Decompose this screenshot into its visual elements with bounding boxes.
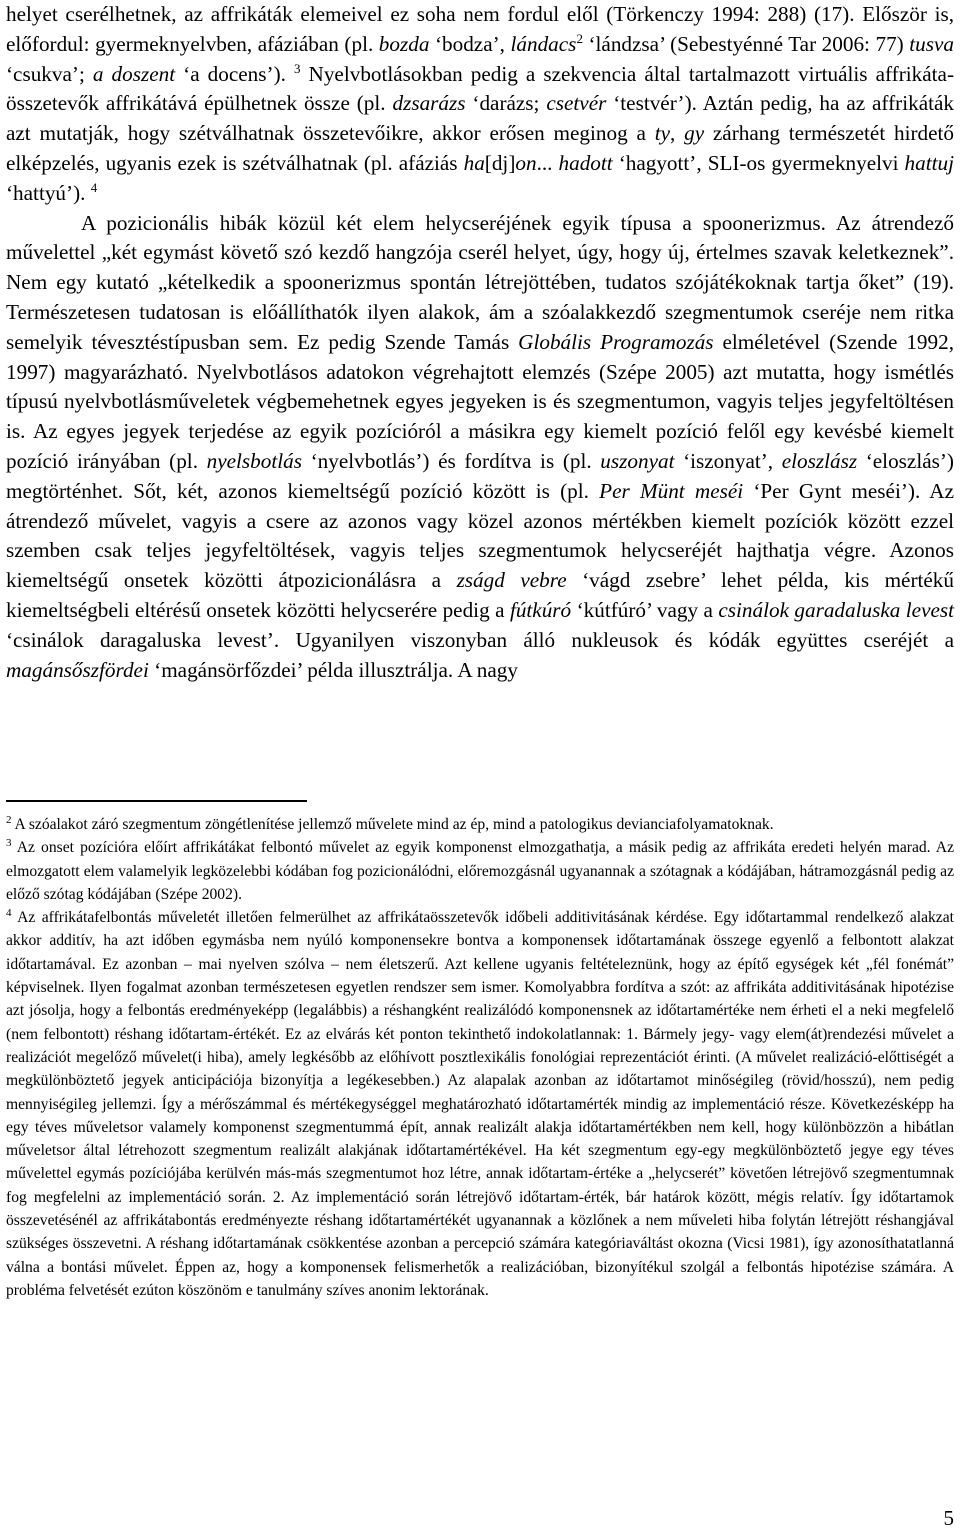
text-run: ‘hattyú’). bbox=[6, 180, 91, 205]
footnote-separator bbox=[6, 800, 307, 802]
footnote-3-text: Az onset pozícióra előírt affrikátákat felbontó művelet az egyik komponenst elmozgathatja, a másik pedig az affrikáta eredeti helyén marad. Az elmozgatott elem valamelyik legközelebbi kódában fog pozicionálódni, előremozgásnál ugyanannak a szótagnak a kódájában, hátramozgásnál pedig az előző szótag kódájában (Szépe 2002). bbox=[6, 839, 954, 903]
main-text bbox=[6, 0, 954, 685]
footnote-4-text: Az affrikátafelbontás műveletét illetően felmerülhet az affrikátaösszetevők időbeli additivitásának kérdése. Egy időtartammal rendelkező alakzat akkor additív, ha azt időben egymásba nem nyúló komponensekre bontva a komponensek időtartamának összege egyenlő a felbontott alakzat időtartamával. Ez azonban – mai nyelven szólva – nem életszerű. Azt kellene ugyanis feltételeznünk, hogy az építő egységek két „fél fonémát” képviselnek. Ilyen fogalmat azonban természetesen egyetlen rendszer sem ismer. Komolyabbra fordítva a szót: az affrikáta additivitásának hipotézise azt jósolja, hogy a felbontás eredményeképp (legalábbis) a réshangként realizálódó komponensnek az időtartamértéke nem érheti el a neki megfelelő (nem felbontott) réshang időtartam-értékét. Ez az elvárás két ponton tekinthető indokolatlannak: 1. Bármely jegy- vagy elem(át)rendezési művelet a realizációt megelőző művelet(i hiba), amely legkésőbb az előhívott posztlexikális fonológiai reprezentációt érinti. (A művelet realizáció-előttiségét a megkülönböztető jegyek anticipációja bizonyítja a legékesebben.) Az alapalak azonban az időtartamot minőségileg (rövid/hosszú), nem pedig mennyiségileg jellemzi. Így a mérőszámmal és mértékegységgel meghatározható időtartamérték mindig az implementáció része. Következésképp ha egy téves műveletsor valamely komponenst szegmentummá épít, annak realizált alakja időtartamértékben nem kell, hogy különbözzön a hibátlan műveletsor által létrehozott szegmentum realizált alakjának időtartamértékével. Ha két szegmentum egy-egy megkülönböztető jegye egy téves művelettel egymás pozíciójába kerülvén más-más szegmentumot hoz létre, annak időtartam-értéke a „helycserét” követően létrejövő szegmentumnak fog megfelelni az implementáció során. 2. Az implementáció során létrejövő időtartam-érték, bár határok között, mégis relatív. Így időtartamok összevetésénél az affrikátabontás eredményezte réshang időtartamértékét ugyanannak a közlőnek a nem műveleti hiba folytán létrejött réshangjával szükséges összevetni. A réshang időtartamának csökkentése azonban a percepció számára kategóriaváltást okozna (Vicsi 1981), így azonosíthatatlanná válna a bontási művelet. Éppen az, hogy a komponensek felismerhetők a realizációban, bizonyítékul szolgál a felbontás hipotézise számára. A probléma felvetését ezúton köszönöm e tanulmány szíves anonim lektorának. bbox=[6, 909, 954, 1299]
text-run: ‘a docens’). bbox=[175, 61, 294, 86]
italic-example: hattuj bbox=[904, 150, 954, 175]
footnote-4 bbox=[6, 906, 954, 1302]
paragraph-continued bbox=[6, 0, 954, 209]
text-run: ‘darázs; bbox=[465, 91, 547, 116]
italic-example: gy bbox=[684, 121, 705, 146]
text-run: ‘kútfúró’ vagy a bbox=[571, 597, 719, 622]
footnote-ref: 2 bbox=[576, 30, 583, 46]
footnote-2-number: 2 bbox=[6, 813, 12, 826]
italic-example: uszonyat bbox=[600, 448, 675, 473]
text-run: ‘Per Gynt meséi’). Az átrendező művelet, vagyis a csere az azonos vagy közel azonos mértékben kiemelt pozíciók között ezzel szemben csak teljes jegyfeltöltések, vagyis teljes szegmentumok helycseréjét hajthatja végre. Azonos kiemeltségű onsetek közötti átpozicionálásra a bbox=[6, 478, 954, 593]
text-run: elméletével (Szende 1992, 1997) magyarázható. Nyelvbotlásos adatokon végrehajtott elemzés (Szépe 2005) azt mutatta, hogy ismétlés típusú nyelvbotlásműveletek végbemehetnek egyes jegyeken is és szegmentumon, vagyis teljes jegyfeltöltésen is. Az egyes jegyek terjedése az egyik pozícióról a másikra egy kiemelt pozíció felől egy kevésbé kiemelt pozíció irányában (pl. bbox=[6, 329, 954, 473]
italic-example: csetvér bbox=[546, 91, 607, 116]
italic-example: fútkúró bbox=[509, 597, 572, 622]
text-run: ‘eloszlás’) megtörténhet. Sőt, két, azonos kiemeltségű pozíció között is (pl. bbox=[6, 448, 954, 503]
italic-example: csinálok garadaluska levest bbox=[718, 597, 955, 622]
text-run: ‘iszonyat’, bbox=[674, 448, 782, 473]
italic-example: a doszent bbox=[92, 61, 176, 86]
text-run: ‘nyelvbotlás’) és fordítva is (pl. bbox=[301, 448, 601, 473]
footnote-3 bbox=[6, 836, 954, 906]
footnote-2 bbox=[6, 813, 954, 836]
footnote-4-number: 4 bbox=[6, 907, 12, 919]
italic-example: hadott bbox=[558, 150, 613, 175]
footnotes bbox=[6, 813, 954, 1302]
italic-example: tusva bbox=[909, 31, 955, 56]
italic-example: magánsőszfördei bbox=[6, 657, 149, 682]
italic-example: Globális Programozás bbox=[518, 329, 714, 354]
page-number: 5 bbox=[943, 1506, 954, 1530]
italic-example: ha bbox=[463, 150, 485, 175]
footnote-ref: 4 bbox=[90, 179, 98, 195]
text-run: [dj] bbox=[484, 150, 516, 175]
italic-example: Per Münt meséi bbox=[599, 478, 744, 503]
text-run: helyet cserélhetnek, az affrikáták elemeivel ez soha nem fordul elől (Törkenczy 1994: 288) (17). Először is, előfordul: gyermeknyelvben, afáziában (pl. bbox=[6, 2, 954, 56]
italic-example: on bbox=[515, 150, 537, 175]
footnote-3-number: 3 bbox=[6, 837, 12, 850]
text-run: Nyelvbotlásokban pedig a szekvencia által tartalmazott virtuális affrikáta-összetevők affrikátává épülhetnek össze (pl. bbox=[6, 61, 954, 116]
footnote-ref: 3 bbox=[293, 60, 301, 76]
text-run: ‘vágd zsebre’ lehet példa, kis mértékű kiemeltségbeli eltérésű onsetek közötti helycserére pedig a bbox=[6, 568, 954, 622]
text-run: ‘hagyott’, SLI-os gyermeknyelvi bbox=[612, 150, 905, 175]
italic-example: ty bbox=[654, 121, 670, 146]
italic-example: lándacs bbox=[510, 31, 577, 56]
text-run: A pozicionális hibák közül két elem helycseréjének egyik típusa a spoonerizmus. Az átrendező művelettel „két egymást követő szó kezdő hangzója cserél helyet, úgy, hogy új, értelmes szavak keletkeznek”. Nem egy kutató „kételkedik a spoonerizmus spontán létrejöttében, tudatos szójátékoknak tartja őket” (19). Természetesen tudatosan is előállíthatók ilyen alakok, ám a szóalakkezdő szegmentumok cseréje nem ritka semelyik tévesztéstípusban sem. Ez pedig Szende Tamás bbox=[6, 210, 954, 354]
italic-example: dzsarázs bbox=[392, 91, 466, 116]
page-content bbox=[6, 0, 954, 685]
text-run: , bbox=[669, 121, 685, 146]
italic-example: bozda bbox=[378, 31, 430, 56]
text-run: ‘bodza’, bbox=[429, 31, 511, 56]
italic-example: eloszlász bbox=[781, 448, 858, 473]
paragraph-spoonerism bbox=[6, 209, 954, 686]
text-run: ‘csinálok daragaluska levest’. Ugyanilyen viszonyban álló nukleusok és kódák együttes cseréjét a bbox=[6, 627, 954, 652]
italic-example: zságd vebre bbox=[456, 568, 567, 593]
text-run: ‘testvér’). Aztán pedig, ha az affrikáták azt mutatják, hogy szétválhatnak összetevőikre, akkor erősen meginog a bbox=[6, 91, 954, 146]
text-run: ... bbox=[536, 150, 559, 175]
text-run: ‘magánsörfőzdei’ példa illusztrálja. A nagy bbox=[148, 657, 518, 682]
footnote-2-text: A szóalakot záró szegmentum zöngétlenítése jellemző művelete mind az ép, mind a patologikus devianciafolyamatoknak. bbox=[14, 816, 774, 833]
italic-example: nyelsbotlás bbox=[206, 448, 302, 473]
text-run: zárhang természetét hirdető elképzelés, ugyanis ezek is szétválhatnak (pl. afáziás bbox=[6, 121, 955, 175]
text-run: ‘lándzsa’ (Sebestyénné Tar 2006: 77) bbox=[582, 31, 910, 56]
text-run: ‘csukva’; bbox=[6, 61, 93, 86]
